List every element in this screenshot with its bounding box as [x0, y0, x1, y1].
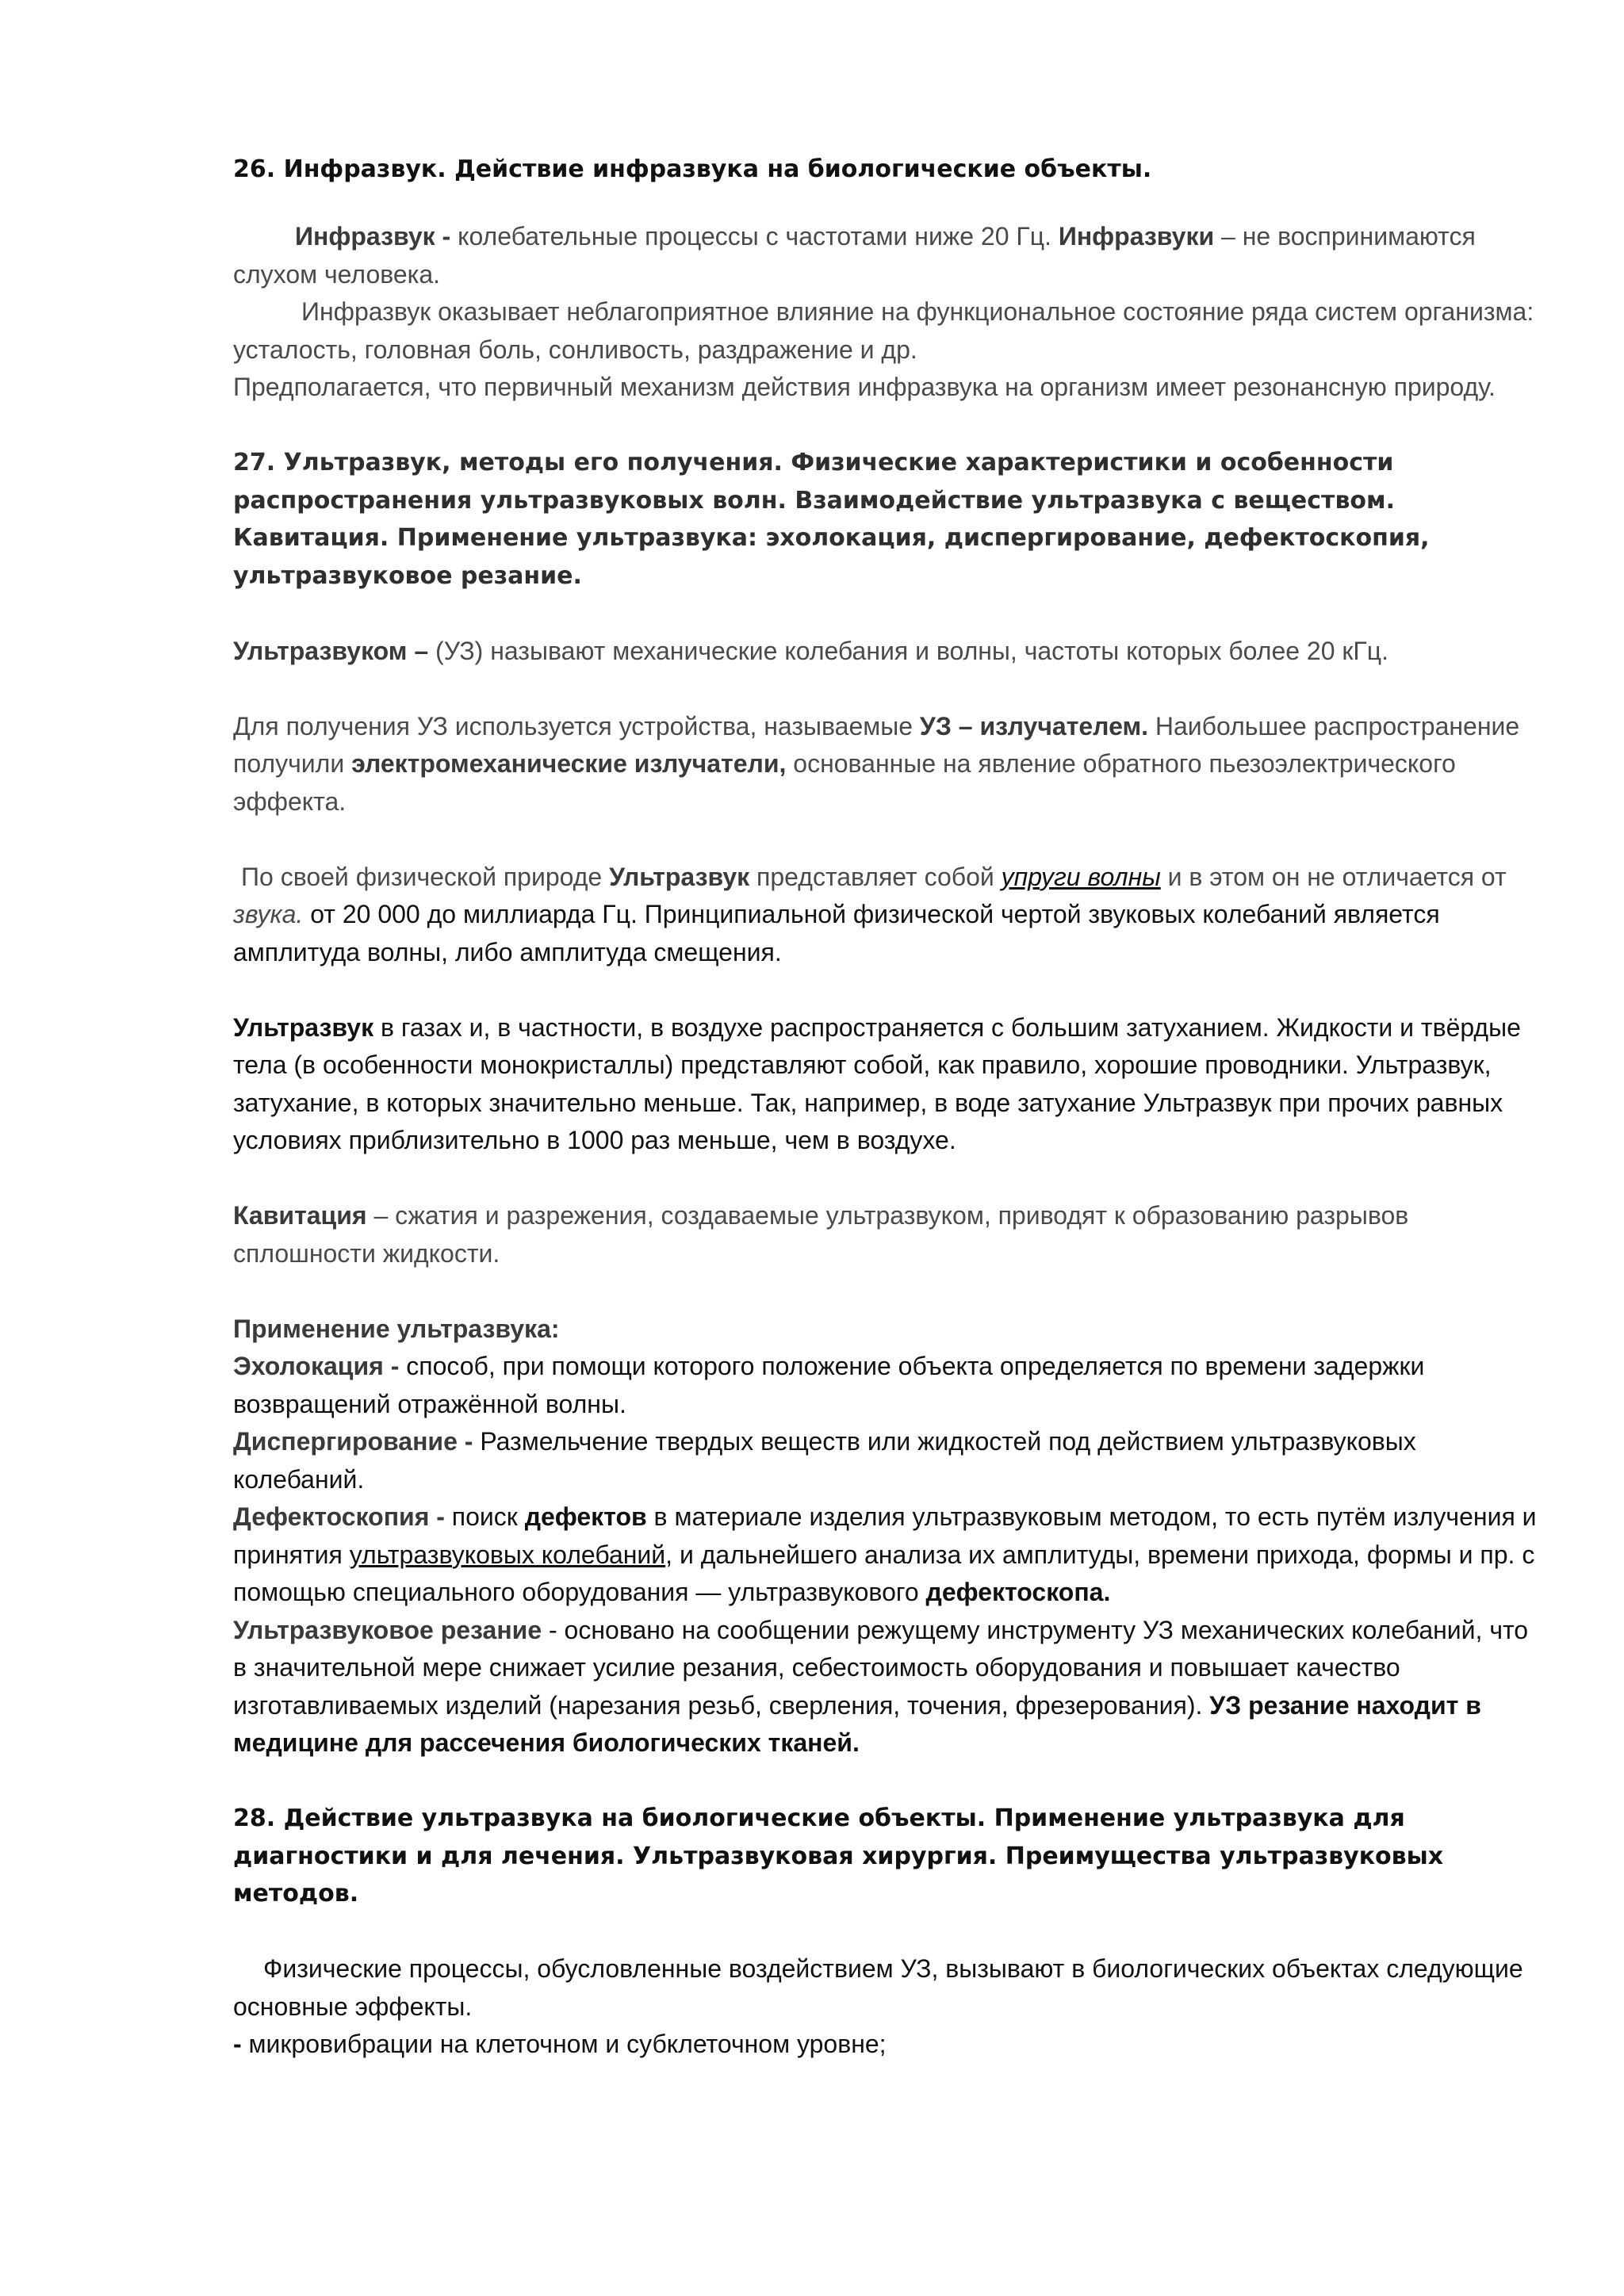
term-defects: дефектов	[524, 1502, 647, 1531]
defectoscopy-item	[233, 1498, 1542, 1612]
cutting-item	[233, 1612, 1542, 1762]
document-content	[233, 151, 1542, 2064]
text: , и дальнейшего анализа их амплитуды, времени прихода, формы и пр. с помощью специального оборудования — ультразвукового	[233, 1540, 1535, 1606]
echolocation-item	[233, 1348, 1542, 1423]
text: способ, при помощи которого положение объекта определяется по времени задержки возвращений отражённой волны.	[233, 1352, 1425, 1418]
text: поиск	[444, 1502, 525, 1531]
applications-heading-text: Применение ультразвука:	[233, 1314, 560, 1343]
applications-heading	[233, 1311, 1542, 1349]
text: – не воспринимаются слухом человека.	[233, 222, 1476, 289]
text: в материале изделия ультразвуковым методом, то есть путём излучения и принятия	[233, 1502, 1537, 1569]
section-26-heading: 26. Инфразвук. Действие инфразвука на биологические объекты.	[233, 155, 1152, 183]
ultrasound-definition	[233, 633, 1542, 671]
term-defectoscope: дефектоскопа.	[925, 1578, 1111, 1606]
infrasound-mechanism: Предполагается, что первичный механизм действия инфразвука на организм имеет резонансную природу.	[233, 373, 1496, 401]
text: (УЗ) называют механические колебания и волны, частоты которых более 20 кГц.	[428, 636, 1388, 665]
term-emitter: УЗ – излучателем.	[919, 711, 1148, 740]
elastic-waves-link[interactable]: упруги волны	[1001, 862, 1161, 891]
infrasound-definition	[233, 218, 1542, 293]
text: микровибрации на клеточном и субклеточном уровне;	[241, 2030, 887, 2058]
text: представляет собой	[749, 862, 1002, 891]
infrasound-effects: Инфразвук оказывает неблагоприятное влияние на функциональное состояние ряда систем организма: усталость, головная боль, сонливость, раздражение и др.	[233, 297, 1534, 364]
text-sound: звука.	[233, 900, 304, 928]
ultrasound-propagation	[233, 1009, 1542, 1160]
text: и в этом он не отличается от	[1160, 862, 1507, 891]
text: - основано на сообщении режущему инструменту УЗ механических колебаний, что в значительной мере снижает усилие резания, себестоимость оборудования и повышает качество изготавливаемых изделий (нарезания резьб, сверления, точения, фрезерования).	[233, 1615, 1529, 1720]
term-cavitation: Кавитация	[233, 1201, 367, 1230]
dispersion-item	[233, 1423, 1542, 1498]
text: Размельчение твердых веществ или жидкостей под действием ультразвуковых колебаний.	[233, 1427, 1416, 1494]
term-dispersion: Диспергирование -	[233, 1427, 473, 1456]
bio-effects-intro: Физические процессы, обусловленные воздействием УЗ, вызывают в биологических объектах следующие основные эффекты.	[233, 1954, 1523, 2021]
term-ultrasound: Ультразвуком –	[233, 636, 429, 665]
list-item	[233, 2026, 1542, 2064]
text: основанные на явление обратного пьезоэлектрического эффекта.	[233, 749, 1456, 816]
text: в газах и, в частности, в воздухе распространяется с большим затуханием. Жидкости и твёрдые тела (в особенности монокристаллы) представляют собой, как правило, хорошие проводники. Ультразвук, затухание, в которых значительно меньше. Так, например, в воде затухание Ультразвук при прочих равных условиях приблизительно в 1000 раз меньше, чем в воздухе.	[233, 1012, 1521, 1154]
cavitation-definition	[233, 1197, 1542, 1272]
text: По своей физической природе	[241, 862, 610, 891]
text: колебательные процессы с частотами ниже 20 Гц.	[450, 222, 1059, 251]
term-ultrasound-3: Ультразвук	[233, 1012, 374, 1042]
term-ultrasound-2: Ультразвук	[609, 862, 750, 891]
section-27-heading: 27. Ультразвук, методы его получения. Физические характеристики и особенности распространения ультразвуковых волн. Взаимодействие ультразвука с веществом. Кавитация. Применение ультразвука: эхолокация, диспергирование, дефектоскопия, ультразвуковое резание.	[233, 449, 1430, 590]
ultrasound-generation	[233, 708, 1542, 821]
ultrasonic-oscillations-link[interactable]: ультразвуковых колебаний	[349, 1540, 666, 1569]
term-infrasound: Инфразвук -	[295, 222, 451, 251]
text: Наибольшее распространение получили	[233, 711, 1520, 778]
ultrasound-nature	[233, 859, 1542, 972]
term-infrasounds: Инфразвуки	[1058, 222, 1215, 251]
term-electromech: электромеханические излучатели,	[351, 749, 787, 778]
text: – сжатия и разрежения, создаваемые ультразвуком, приводят к образованию разрывов сплошности жидкости.	[233, 1201, 1409, 1268]
term-echolocation: Эхолокация -	[233, 1352, 400, 1380]
term-defectoscopy: Дефектоскопия -	[233, 1502, 445, 1531]
text: от 20 000 до миллиарда Гц. Принципиальной физической чертой звуковых колебаний является амплитуда волны, либо амплитуда смещения.	[233, 900, 1440, 966]
section-28-heading: 28. Действие ультразвука на биологические объекты. Применение ультразвука для диагностики и для лечения. Ультразвуковая хирургия. Преимущества ультразвуковых методов.	[233, 1804, 1444, 1908]
cutting-medicine: УЗ резание находит в медицине для рассечения биологических тканей.	[233, 1690, 1481, 1757]
text: Для получения УЗ используется устройства, называемые	[233, 711, 920, 740]
bullet: -	[233, 2030, 242, 2058]
term-cutting: Ультразвуковое резание	[233, 1615, 542, 1644]
